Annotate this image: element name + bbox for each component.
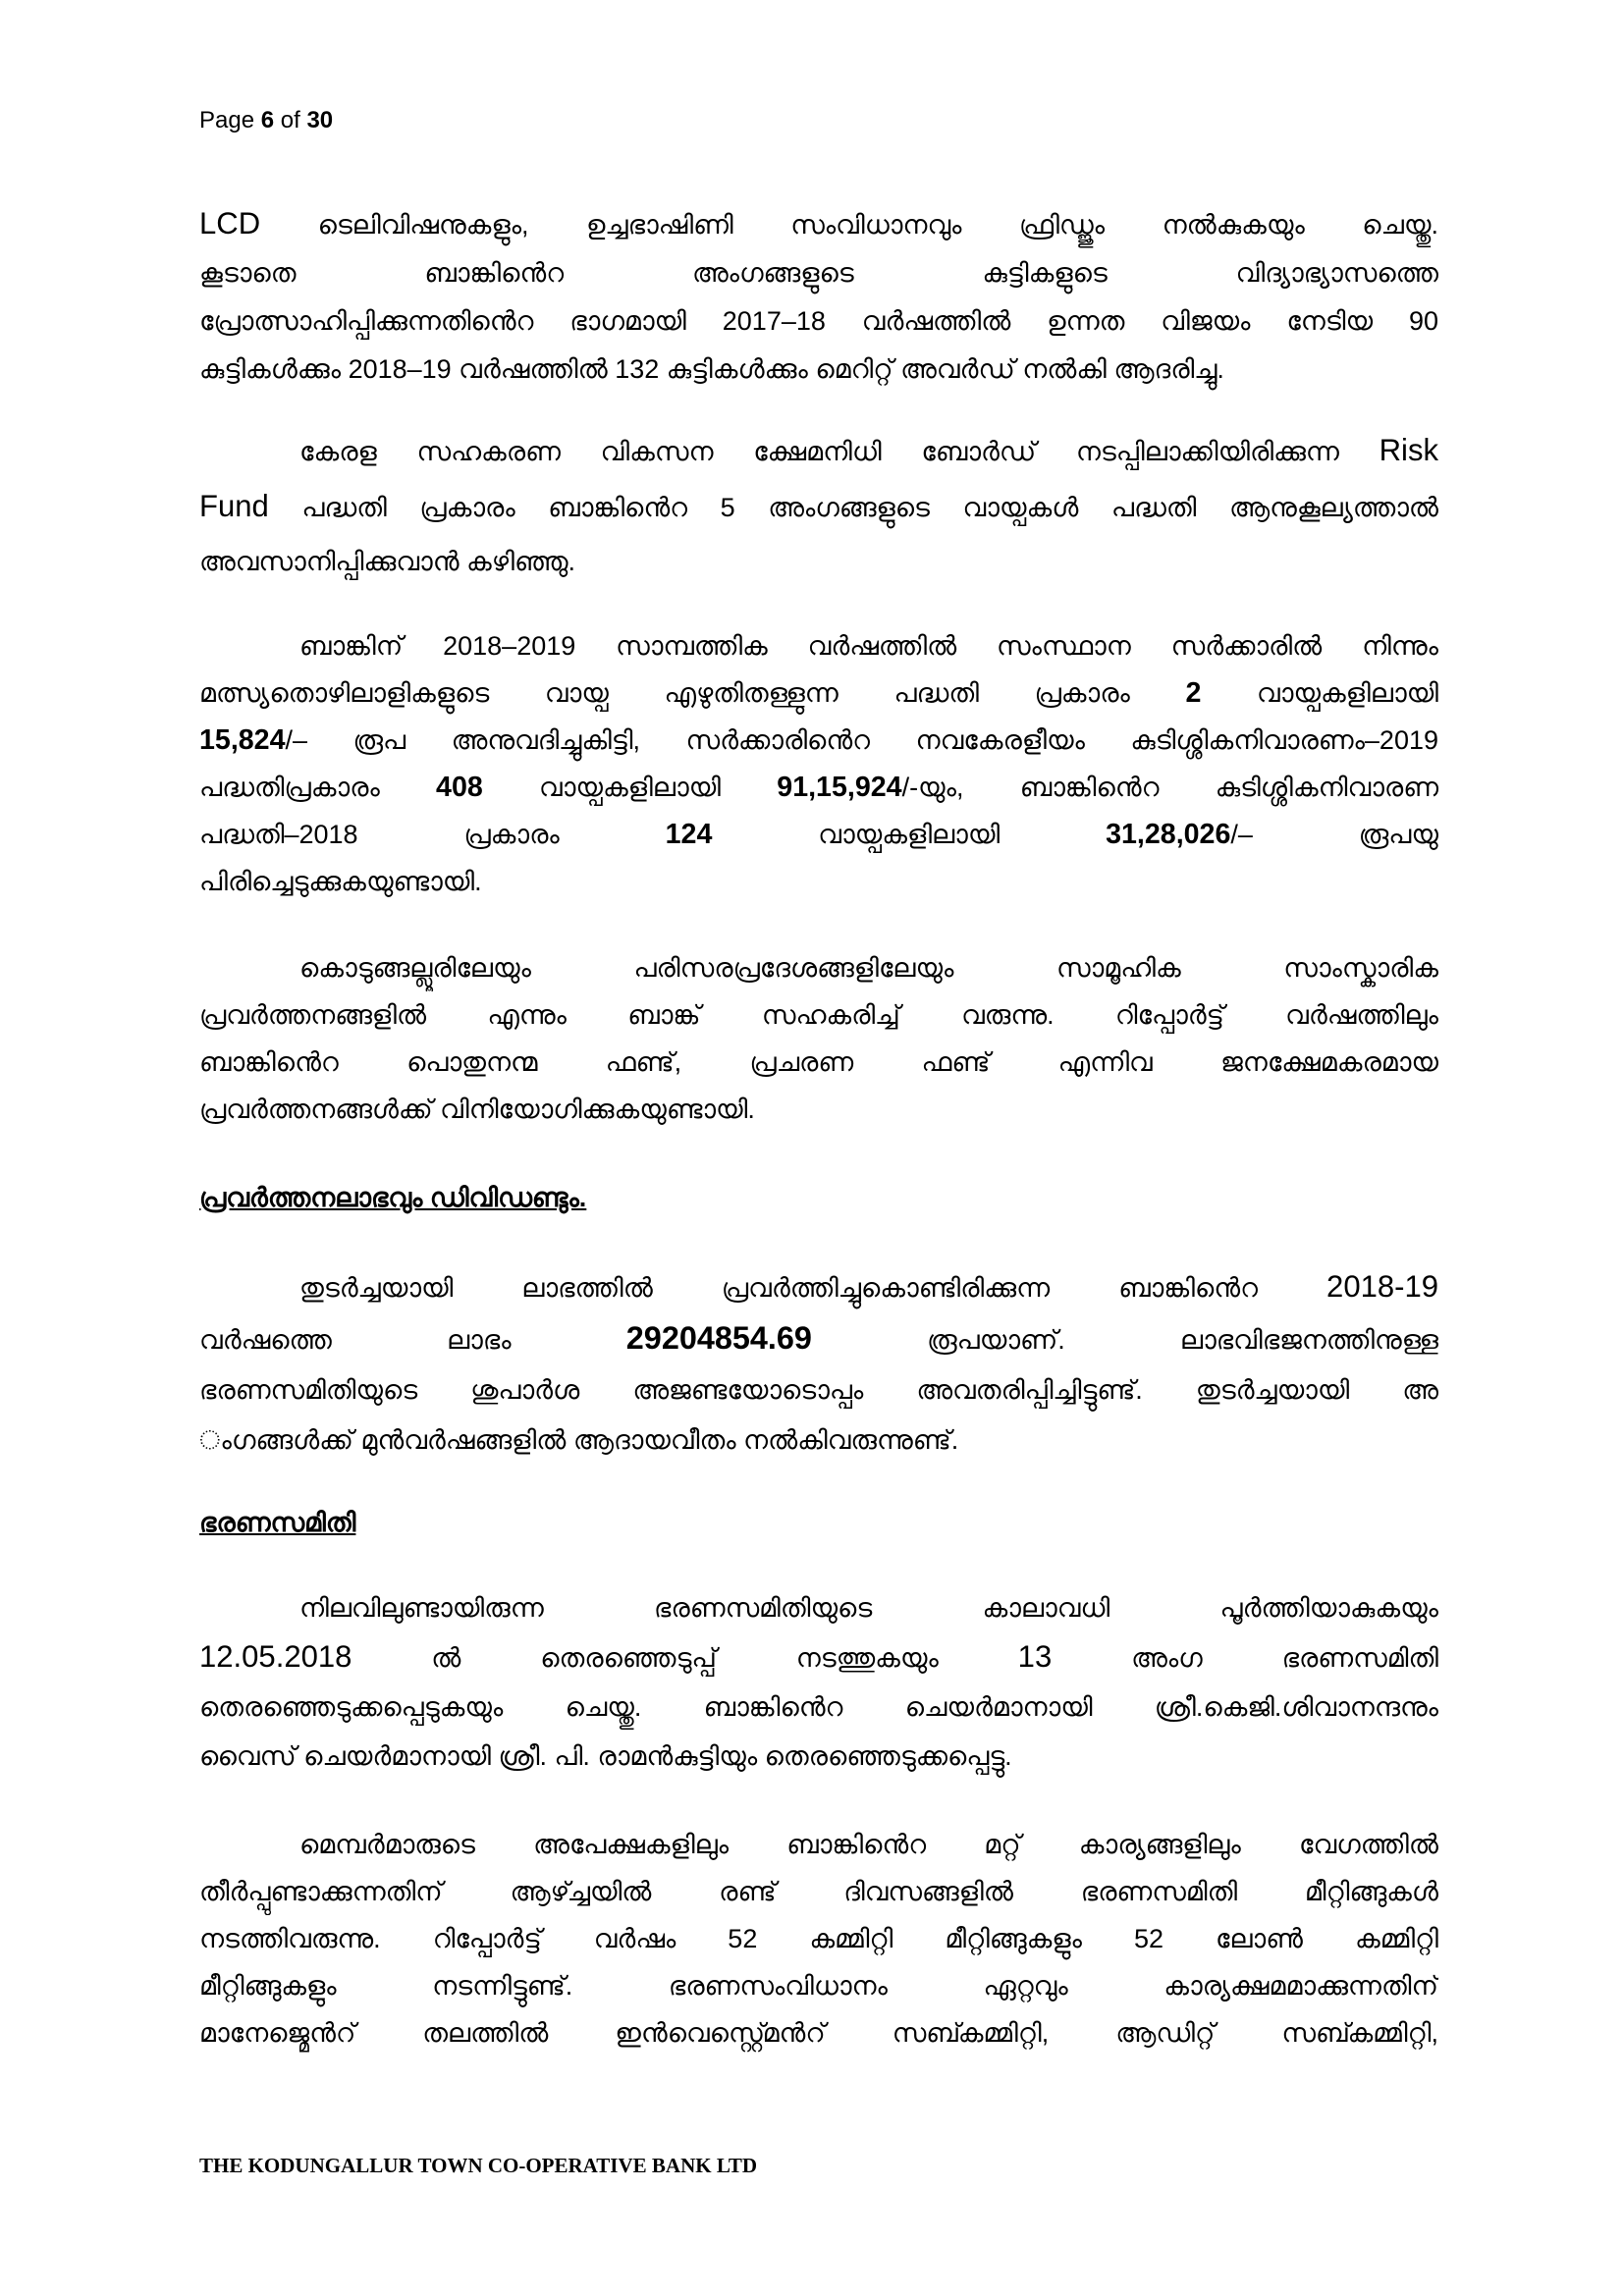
text-segment: പദ്ധതി–2018 പ്രകാരം xyxy=(199,820,666,849)
text-segment: വർഷത്തെ ലാഭം xyxy=(199,1325,626,1355)
bold-number: 408 xyxy=(436,772,483,803)
text-line: മീറ്റിങ്ങുകളും നടന്നിട്ടുണ്ട്. ഭരണസംവിധാനം ഏറ്റവും കാര്യക്ഷമമാക്കുന്നതിന് xyxy=(199,1971,1438,2001)
bold-amount: 91,15,924 xyxy=(777,772,902,803)
section-heading-board xyxy=(199,1499,1438,1546)
text-line: പിരിച്ചെടുക്കുകയുണ്ടായി. xyxy=(199,867,482,896)
text-line: വൈസ് ചെയർമാനായി ശ്രീ. പി. രാമൻകുട്ടിയും തെരഞ്ഞെടുക്കപ്പെട്ടു. xyxy=(199,1741,1012,1771)
text-line: ബാങ്കിൻെറ പൊതുനന്മ ഫണ്ട്, പ്രചരണ ഫണ്ട് എന്നിവ ജനക്ഷേമകരമായ xyxy=(199,1047,1438,1077)
page-total: 30 xyxy=(306,107,334,133)
text-segment: /– രൂപ അനുവദിച്ചുകിട്ടി, സർക്കാരിൻെറ നവകേരളീയം കുടിശ്ശികനിവാരണം–2019 xyxy=(285,725,1438,755)
text-line xyxy=(199,479,1438,535)
text-segment: LCD xyxy=(199,206,261,240)
text-line xyxy=(199,1261,1438,1313)
text-segment: /– രൂപയു xyxy=(1230,820,1438,849)
bold-number: 124 xyxy=(665,819,713,850)
text-line xyxy=(199,764,1438,811)
text-line: തെരഞ്ഞെടുക്കപ്പെടുകയും ചെയ്തു. ബാങ്കിൻെറ ചെയർമാനായി ശ്രീ.കെജി.ശിവാനന്ദനും xyxy=(199,1692,1438,1722)
paragraph xyxy=(199,423,1438,589)
paragraph xyxy=(199,199,1438,394)
text-line: അവസാനിപ്പിക്കുവാൻ കഴിഞ്ഞു. xyxy=(199,547,576,576)
text-line xyxy=(199,423,1438,479)
paragraph xyxy=(199,1583,1438,1781)
text-line: ഭരണസമിതിയുടെ ശുപാർശ അജണ്ടയോടൊപ്പം അവതരിപ്പിച്ചിട്ടുണ്ട്. തുടർച്ചയായി അ xyxy=(199,1375,1438,1405)
page-number: 6 xyxy=(260,107,275,133)
text-segment: തുടർച്ചയായി ലാഭത്തിൽ പ്രവർത്തിച്ചുകൊണ്ടിരിക്കുന്ന ബാങ്കിൻെറ xyxy=(299,1273,1327,1303)
section-heading: പ്രവർത്തനലാഭവും ഡിവിഡണ്ടും. xyxy=(199,1183,587,1212)
profit-amount: 29204854.69 xyxy=(625,1320,812,1356)
text-line: മെമ്പർമാരുടെ അപേക്ഷകളിലും ബാങ്കിൻെറ മറ്റ് കാര്യങ്ങളിലും വേഗത്തിൽ xyxy=(299,1830,1438,1859)
page-label: Page xyxy=(199,107,255,133)
text-line: പ്രവർത്തനങ്ങൾക്ക് വിനിയോഗിക്കുകയുണ്ടായി. xyxy=(199,1095,755,1124)
text-line xyxy=(199,717,1438,764)
text-segment: Risk xyxy=(1379,433,1438,467)
footer-bank-name: THE KODUNGALLUR TOWN CO-OPERATIVE BANK LTD xyxy=(199,2154,758,2177)
text-line: ബാങ്കിന് 2018–2019 സാമ്പത്തിക വർഷത്തിൽ സംസ്ഥാന സർക്കാരിൽ നിന്നും xyxy=(299,631,1438,661)
text-segment: ടെലിവിഷനുകളും, ഉച്ചഭാഷിണി സംവിധാനവും ഫ്രിഡ്ജും നൽകുകയും ചെയ്തു. xyxy=(260,210,1438,240)
page-header xyxy=(199,105,1438,136)
text-segment: പദ്ധതി പ്രകാരം ബാങ്കിൻെറ 5 അംഗങ്ങളുടെ വായ്പകൾ പദ്ധതി ആനുകൂല്യത്താൽ xyxy=(268,493,1438,522)
text-line: ംഗങ്ങൾക്ക് മുൻവർഷങ്ങളിൽ ആദായവീതം നൽകിവരുന്നുണ്ട്. xyxy=(199,1425,959,1455)
text-line xyxy=(199,811,1438,858)
page-footer xyxy=(199,2150,1438,2181)
section-heading-profit-dividend xyxy=(199,1174,1438,1221)
page-of-label: of xyxy=(280,107,300,133)
text-segment: Fund xyxy=(199,489,269,523)
text-line: കുട്ടികൾക്കും 2018–19 വർഷത്തിൽ 132 കുട്ടികൾക്കും മെറിറ്റ് അവർഡ് നൽകി ആദരിച്ചു. xyxy=(199,354,1224,384)
text-segment: കേരള സഹകരണ വികസന ക്ഷേമനിധി ബോർഡ് നടപ്പിലാക്കിയിരിക്കുന്ന xyxy=(299,437,1380,466)
text-line xyxy=(199,669,1438,717)
text-segment: /-യും, ബാങ്കിൻെറ കുടിശ്ശികനിവാരണ xyxy=(901,773,1438,802)
paragraph xyxy=(199,1821,1438,2056)
text-line: കൊടുങ്ങല്ലൂരിലേയും പരിസരപ്രദേശങ്ങളിലേയും സാമൂഹിക സാംസ്കാരിക xyxy=(299,953,1438,983)
text-segment: വായ്പകളിലായി xyxy=(482,773,778,802)
text-segment: വായ്പകളിലായി xyxy=(712,820,1107,849)
text-line xyxy=(199,1313,1438,1365)
paragraph xyxy=(199,1261,1438,1466)
date-text: 12.05.2018 xyxy=(199,1639,352,1674)
text-line xyxy=(199,1632,1438,1682)
text-line: നിലവിലുണ്ടായിരുന്ന ഭരണസമിതിയുടെ കാലാവധി പൂർത്തിയാകുകയും xyxy=(299,1593,1438,1623)
text-line: പ്രവർത്തനങ്ങളിൽ എന്നും ബാങ്ക് സഹകരിച്ച് വരുന്നു. റിപ്പോർട്ട് വർഷത്തിലും xyxy=(199,1000,1438,1030)
year-text: 2018-19 xyxy=(1326,1269,1438,1304)
text-line xyxy=(199,199,1438,249)
text-segment: ൽ തെരഞ്ഞെടുപ്പ് നടത്തുകയും xyxy=(352,1643,1018,1673)
section-heading: ഭരണസമിതി xyxy=(199,1508,356,1537)
text-segment: രൂപയാണ്. ലാഭവിഭജനത്തിനുള്ള xyxy=(811,1325,1438,1355)
text-line: തീർപ്പുണ്ടാക്കുന്നതിന് ആഴ്ച്ചയിൽ രണ്ട് ദിവസങ്ങളിൽ ഭരണസമിതി മീറ്റിങ്ങുകൾ xyxy=(199,1877,1438,1906)
bold-amount: 15,824 xyxy=(199,724,286,756)
member-count: 13 xyxy=(1017,1639,1053,1674)
text-segment: വായ്പകളിലായി xyxy=(1201,678,1438,708)
bold-number: 2 xyxy=(1185,677,1202,709)
text-segment: അംഗ ഭരണസമിതി xyxy=(1052,1643,1438,1673)
bold-amount: 31,28,026 xyxy=(1106,819,1231,850)
paragraph xyxy=(199,622,1438,905)
text-segment: പദ്ധതിപ്രകാരം xyxy=(199,773,437,802)
text-line: കൂടാതെ ബാങ്കിൻെറ അംഗങ്ങളുടെ കുട്ടികളുടെ വിദ്യാഭ്യാസത്തെ xyxy=(199,258,1438,288)
text-line: മാനേജ്മെൻറ് തലത്തിൽ ഇൻവെസ്റ്റ്മെൻറ് സബ്കമ്മിറ്റി, ആഡിറ്റ് സബ്കമ്മിറ്റി, xyxy=(199,2018,1438,2048)
text-line: പ്രോത്സാഹിപ്പിക്കുന്നതിൻെറ ഭാഗമായി 2017–18 വർഷത്തിൽ ഉന്നത വിജയം നേടിയ 90 xyxy=(199,306,1438,336)
text-line: നടത്തിവരുന്നു. റിപ്പോർട്ട് വർഷം 52 കമ്മിറ്റി മീറ്റിങ്ങുകളും 52 ലോൺ കമ്മിറ്റി xyxy=(199,1924,1438,1953)
paragraph xyxy=(199,944,1438,1133)
text-segment: മത്സ്യതൊഴിലാളികളുടെ വായ്പ എഴുതിതള്ളുന്ന പദ്ധതി പ്രകാരം xyxy=(199,678,1186,708)
